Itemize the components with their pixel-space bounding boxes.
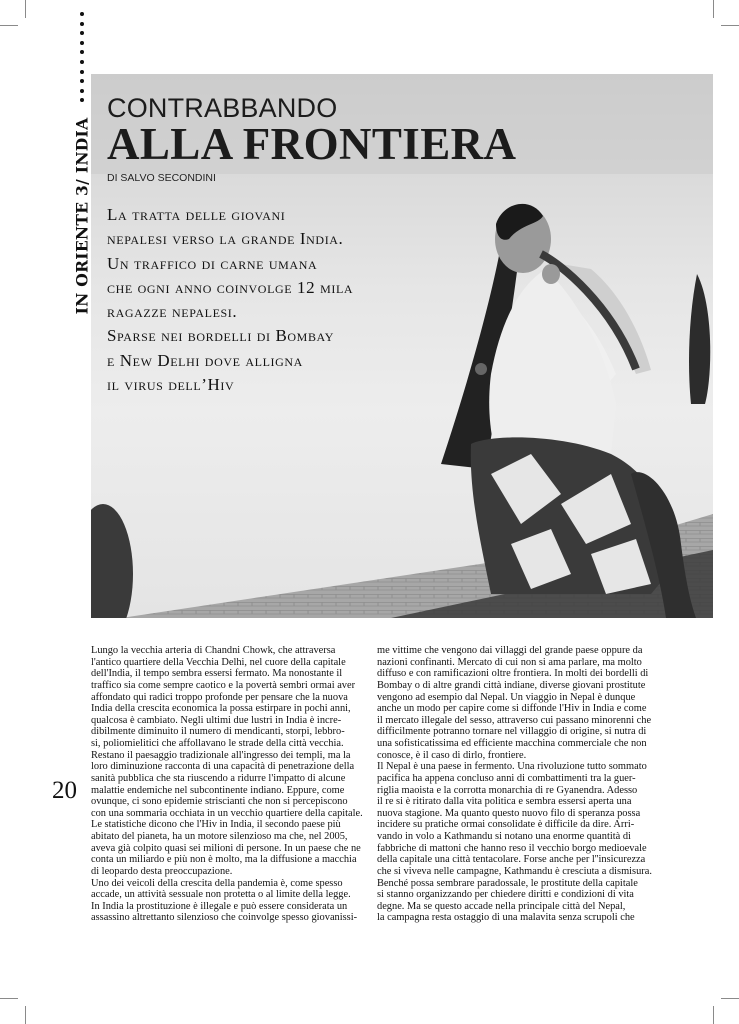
body-line: affondato qui radici troppo profonde per pensare che la nuova <box>91 691 348 703</box>
body-line: aveva già colpito quasi sei milioni di persone. In un paese che ne <box>91 842 361 854</box>
crop-mark <box>0 25 18 26</box>
body-line: vengono ad esempio dal Nepal. Un viaggio in Nepal è dunque <box>377 691 636 703</box>
lead-line: il virus dell’Hiv <box>107 375 235 395</box>
body-line: sanità pubblica che sta riuscendo a ridurre l'impatto di alcune <box>91 772 346 784</box>
body-line: anche un modo per capire come si diffonde l'Hiv in India e come <box>377 703 647 715</box>
body-line: me vittime che vengono dai villaggi del grande paese oppure da <box>377 645 643 656</box>
headline-title: ALLA FRONTIERA <box>107 119 517 169</box>
headline-kicker: CONTRABBANDO <box>107 93 338 123</box>
body-line: della capitale una città tentacolare. Forse anche per l''insicurezza <box>377 854 646 866</box>
body-line: loro diminuzione racconta di una capacità di penetrazione della <box>91 761 355 773</box>
body-line: accade, un attività sessuale non protetta o al limite della legge. <box>91 889 351 901</box>
body-line: degne. Ma se questo accade nella principale città del Nepal, <box>377 900 626 912</box>
lead-line: Sparse nei bordelli di Bombay <box>107 326 334 346</box>
lead-line: ragazze nepalesi. <box>107 302 238 322</box>
body-line: qualcosa è cambiato. Negli ultimi due lustri in India è incre- <box>91 714 342 726</box>
lead-line: che ogni anno coinvolge 12 mila <box>107 277 354 297</box>
body-line: una sofisticatissima ed efficiente macchina commerciale che non <box>377 738 647 749</box>
body-line: conta un miliardo e più non è molto, ma la diffusione a macchia <box>91 854 357 866</box>
body-line: che si viveva nelle campagne, Kathmandu è cresciuta a dismisura. <box>377 865 652 877</box>
lead-line: e New Delhi dove alligna <box>107 350 303 370</box>
body-line: Uno dei veicoli della crescita della pandemia è, come spesso <box>91 877 343 889</box>
section-label-text: IN ORIENTE 3/ INDIA <box>72 117 92 315</box>
body-line: abitato del pianeta, ha un motore silenzioso ma che, nel 2005, <box>91 831 348 842</box>
body-line: Lungo la vecchia arteria di Chandni Chowk, che attraversa <box>91 645 336 656</box>
body-line: con una sommaria occhiata in un vecchio quartiere della capitale. <box>91 807 363 819</box>
body-line: il re si è ritirato dalla vita politica e sembra essersi aperta una <box>377 796 632 808</box>
body-line: si, poliomielitici che affollavano le strade della città vecchia. <box>91 738 344 749</box>
crop-mark <box>721 25 739 26</box>
body-line: si stanno organizzando per chiedere diritti e condizioni di vita <box>377 889 634 901</box>
body-line: Bombay o di altre grandi città indiane, diverse giovani prostitute <box>377 679 646 691</box>
body-line: dell'India, il tempo sembra essersi fermato. Ma nonostante il <box>91 668 343 680</box>
body-line: assassino altrettanto silenzioso che coinvolge spesso giovanissi- <box>91 912 358 924</box>
body-line: vando in volo a Kathmandu si notano una enorme quantità di <box>377 831 631 842</box>
lead-line: nepalesi verso la grande India. <box>107 229 344 249</box>
body-line: difficilmente potranno tornare nel villaggio di origine, si nutra di <box>377 726 647 738</box>
body-line: l'antico quartiere della Vecchia Delhi, nel cuore della capitale <box>91 656 346 668</box>
body-line: Il Nepal è una paese in fermento. Una rivoluzione tutto sommato <box>377 761 647 773</box>
body-line: In India la prostituzione è illegale e può essere considerata un <box>91 900 348 912</box>
body-line: la campagna resta ostaggio di una malavita senza scrupoli che <box>377 912 635 924</box>
body-column-2 <box>377 645 657 924</box>
body-line: Le statistiche dicono che l'Hiv in India, il secondo paese più <box>91 819 341 831</box>
body-line: diffuso e con ramificazioni oltre frontiera. In molti dei bordelli di <box>377 668 649 680</box>
dotted-rule <box>78 12 86 108</box>
body-line: incidere su pratiche ormai consolidate è difficile da dire. Arri- <box>377 819 635 831</box>
lead-line: Un traffico di carne umana <box>107 253 318 273</box>
byline: DI SALVO SECONDINI <box>107 172 216 184</box>
crop-mark <box>721 998 739 999</box>
lead-line: La tratta delle giovani <box>107 205 286 224</box>
headline <box>107 93 517 169</box>
body-line: nuova stagione. Ma quanto questo nuovo filo di speranza possa <box>377 807 641 819</box>
page-number: 20 <box>52 777 77 804</box>
body-line: Benché possa sembrare paradossale, le prostitute della capitale <box>377 877 638 889</box>
crop-mark <box>25 1006 26 1024</box>
body-column-1 <box>91 645 363 924</box>
body-line: ovunque, ci sono epidemie striscianti che non si percepiscono <box>91 796 348 808</box>
body-line: fabbriche di mattoni che hanno reso il vecchio borgo medioevale <box>377 842 647 854</box>
body-line: India della crescita economica la possa estirpare in pochi anni, <box>91 703 351 715</box>
crop-mark <box>713 0 714 18</box>
body-line: malattie endemiche nel subcontinente indiano. Eppure, come <box>91 784 345 796</box>
lead-paragraph <box>107 203 407 397</box>
body-line: dibilmente diminuito il numero di mendicanti, storpi, lebbro- <box>91 726 345 738</box>
body-line: Restano il paesaggio tradizionale all'ingresso dei templi, ma la <box>91 749 351 761</box>
body-line: conosce, è il caso di dirlo, frontiere. <box>377 749 527 761</box>
body-line: traffico sia come sempre caotico e la povertà sembri ormai aver <box>91 679 356 691</box>
body-line: di leopardo desta preoccupazione. <box>91 865 233 877</box>
crop-mark <box>25 0 26 18</box>
body-line: pacifica ha appena concluso anni di combattimenti tra la guer- <box>377 772 636 784</box>
body-line: riglia maoista e la corrotta monarchia di re Gyanendra. Adesso <box>377 784 638 796</box>
crop-mark <box>713 1006 714 1024</box>
body-line: nazioni confinanti. Mercato di cui non si ama parlare, ma molto <box>377 656 642 668</box>
crop-mark <box>0 998 18 999</box>
body-line: il mercato illegale del sesso, attraverso cui passano minorenni che <box>377 714 652 726</box>
